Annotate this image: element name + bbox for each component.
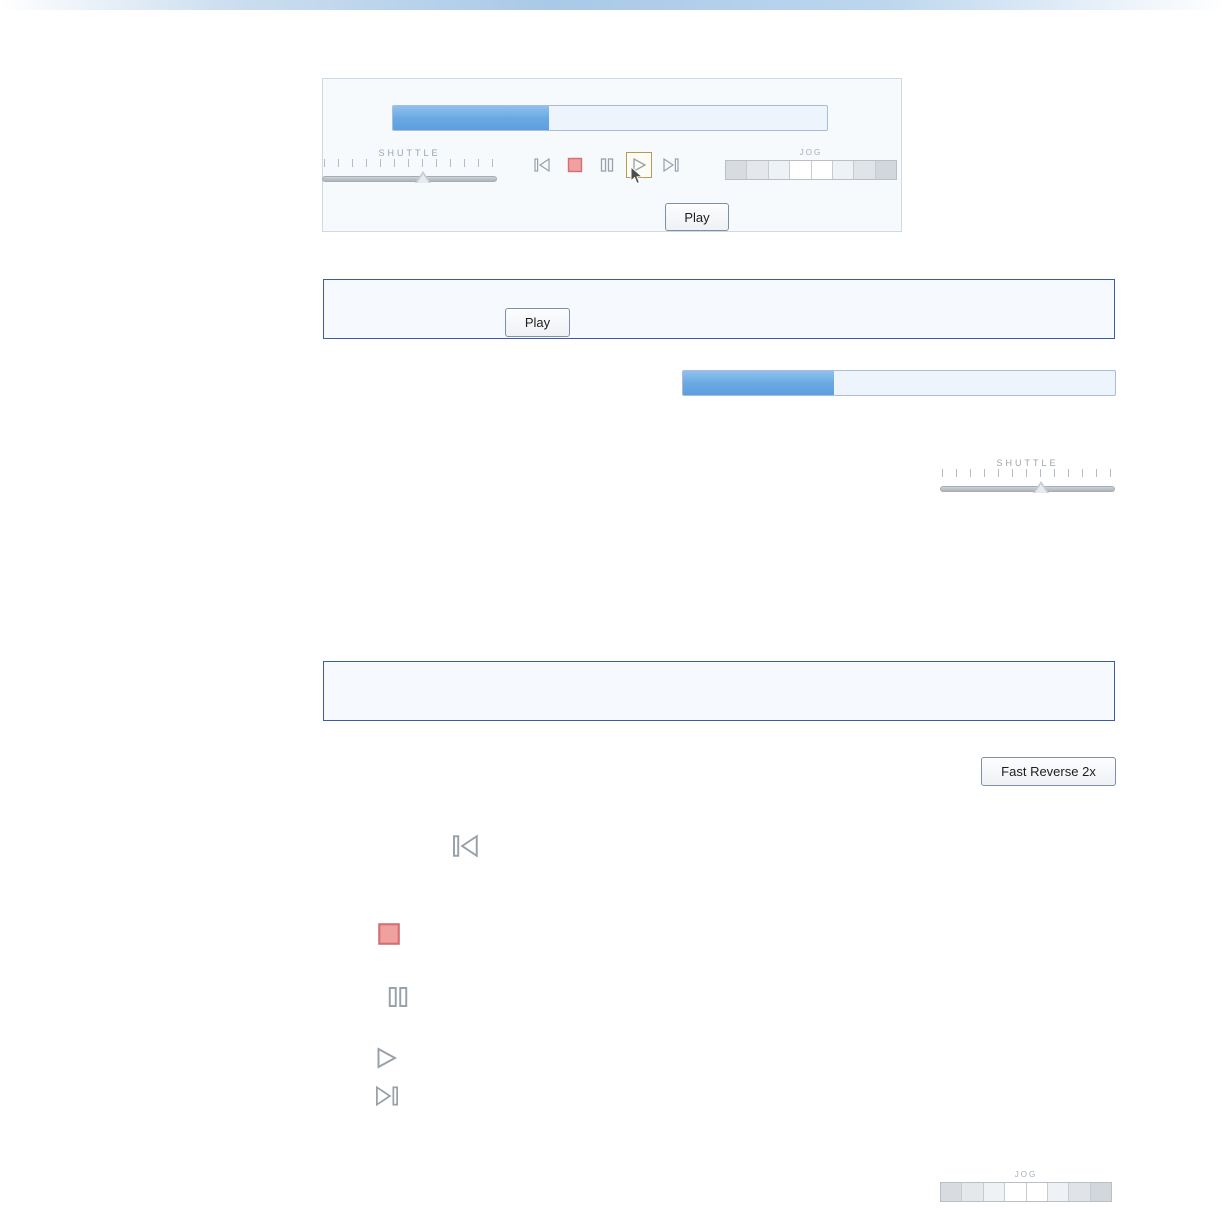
previous-track-icon — [534, 157, 552, 173]
shuttle-track-secondary[interactable] — [940, 486, 1115, 492]
jog-segment — [790, 161, 811, 179]
secondary-progress-fill — [683, 371, 834, 395]
jog-label: JOG — [799, 148, 823, 157]
play-icon-item[interactable] — [374, 1046, 398, 1075]
jog-segment — [1091, 1183, 1111, 1201]
next-track-icon — [374, 1084, 400, 1108]
jog-strip-bottom[interactable] — [940, 1182, 1112, 1202]
secondary-progress[interactable] — [682, 370, 1116, 396]
fast-reverse-button[interactable]: Fast Reverse 2x — [981, 757, 1116, 786]
next-track-icon-item[interactable] — [374, 1084, 400, 1113]
previous-track-icon — [452, 833, 482, 859]
shuttle-ticks — [322, 159, 497, 168]
jog-segment — [1005, 1183, 1026, 1201]
jog-label-bottom: JOG — [1014, 1170, 1038, 1179]
play-icon — [374, 1046, 398, 1070]
stop-icon-item[interactable] — [377, 922, 401, 951]
jog-segment — [769, 161, 790, 179]
playback-progress[interactable] — [392, 105, 828, 131]
shuttle-slider[interactable] — [322, 148, 497, 184]
pause-icon-item[interactable] — [386, 985, 410, 1014]
top-band-highlight — [0, 10, 1224, 16]
jog-segment — [941, 1183, 962, 1201]
playback-progress-fill — [393, 106, 549, 130]
jog-wheel-bottom[interactable] — [940, 1170, 1112, 1204]
jog-segment — [1048, 1183, 1069, 1201]
transport-button-group — [530, 152, 684, 178]
shuttle-track[interactable] — [322, 176, 497, 182]
stop-icon — [377, 922, 401, 946]
jog-segment — [726, 161, 747, 179]
play-button-standalone[interactable]: Play — [505, 308, 570, 337]
previous-track-icon-item[interactable] — [452, 833, 482, 864]
jog-segment — [1069, 1183, 1090, 1201]
pause-icon — [599, 157, 615, 173]
jog-segment — [854, 161, 875, 179]
shuttle-label-secondary: SHUTTLE — [996, 458, 1059, 468]
jog-segment — [747, 161, 768, 179]
jog-segment — [962, 1183, 983, 1201]
shuttle-ticks-secondary — [940, 469, 1115, 478]
pause-button[interactable] — [594, 152, 620, 178]
pause-icon — [386, 985, 410, 1009]
shuttle-thumb[interactable] — [415, 171, 431, 183]
stop-icon — [567, 157, 583, 173]
play-tooltip: Play — [665, 203, 729, 231]
next-track-button[interactable] — [658, 152, 684, 178]
jog-segment — [812, 161, 833, 179]
previous-track-button[interactable] — [530, 152, 556, 178]
shuttle-label: SHUTTLE — [378, 148, 441, 158]
jog-segment — [984, 1183, 1005, 1201]
play-button[interactable] — [626, 152, 652, 178]
empty-panel — [323, 661, 1115, 721]
jog-wheel[interactable] — [725, 148, 897, 182]
play-button-panel — [323, 279, 1115, 339]
shuttle-slider-secondary[interactable] — [940, 458, 1115, 494]
jog-strip[interactable] — [725, 160, 897, 180]
play-icon — [631, 157, 647, 173]
next-track-icon — [662, 157, 680, 173]
jog-segment — [876, 161, 896, 179]
jog-segment — [1027, 1183, 1048, 1201]
jog-segment — [833, 161, 854, 179]
shuttle-thumb-secondary[interactable] — [1033, 481, 1049, 493]
stop-button[interactable] — [562, 152, 588, 178]
